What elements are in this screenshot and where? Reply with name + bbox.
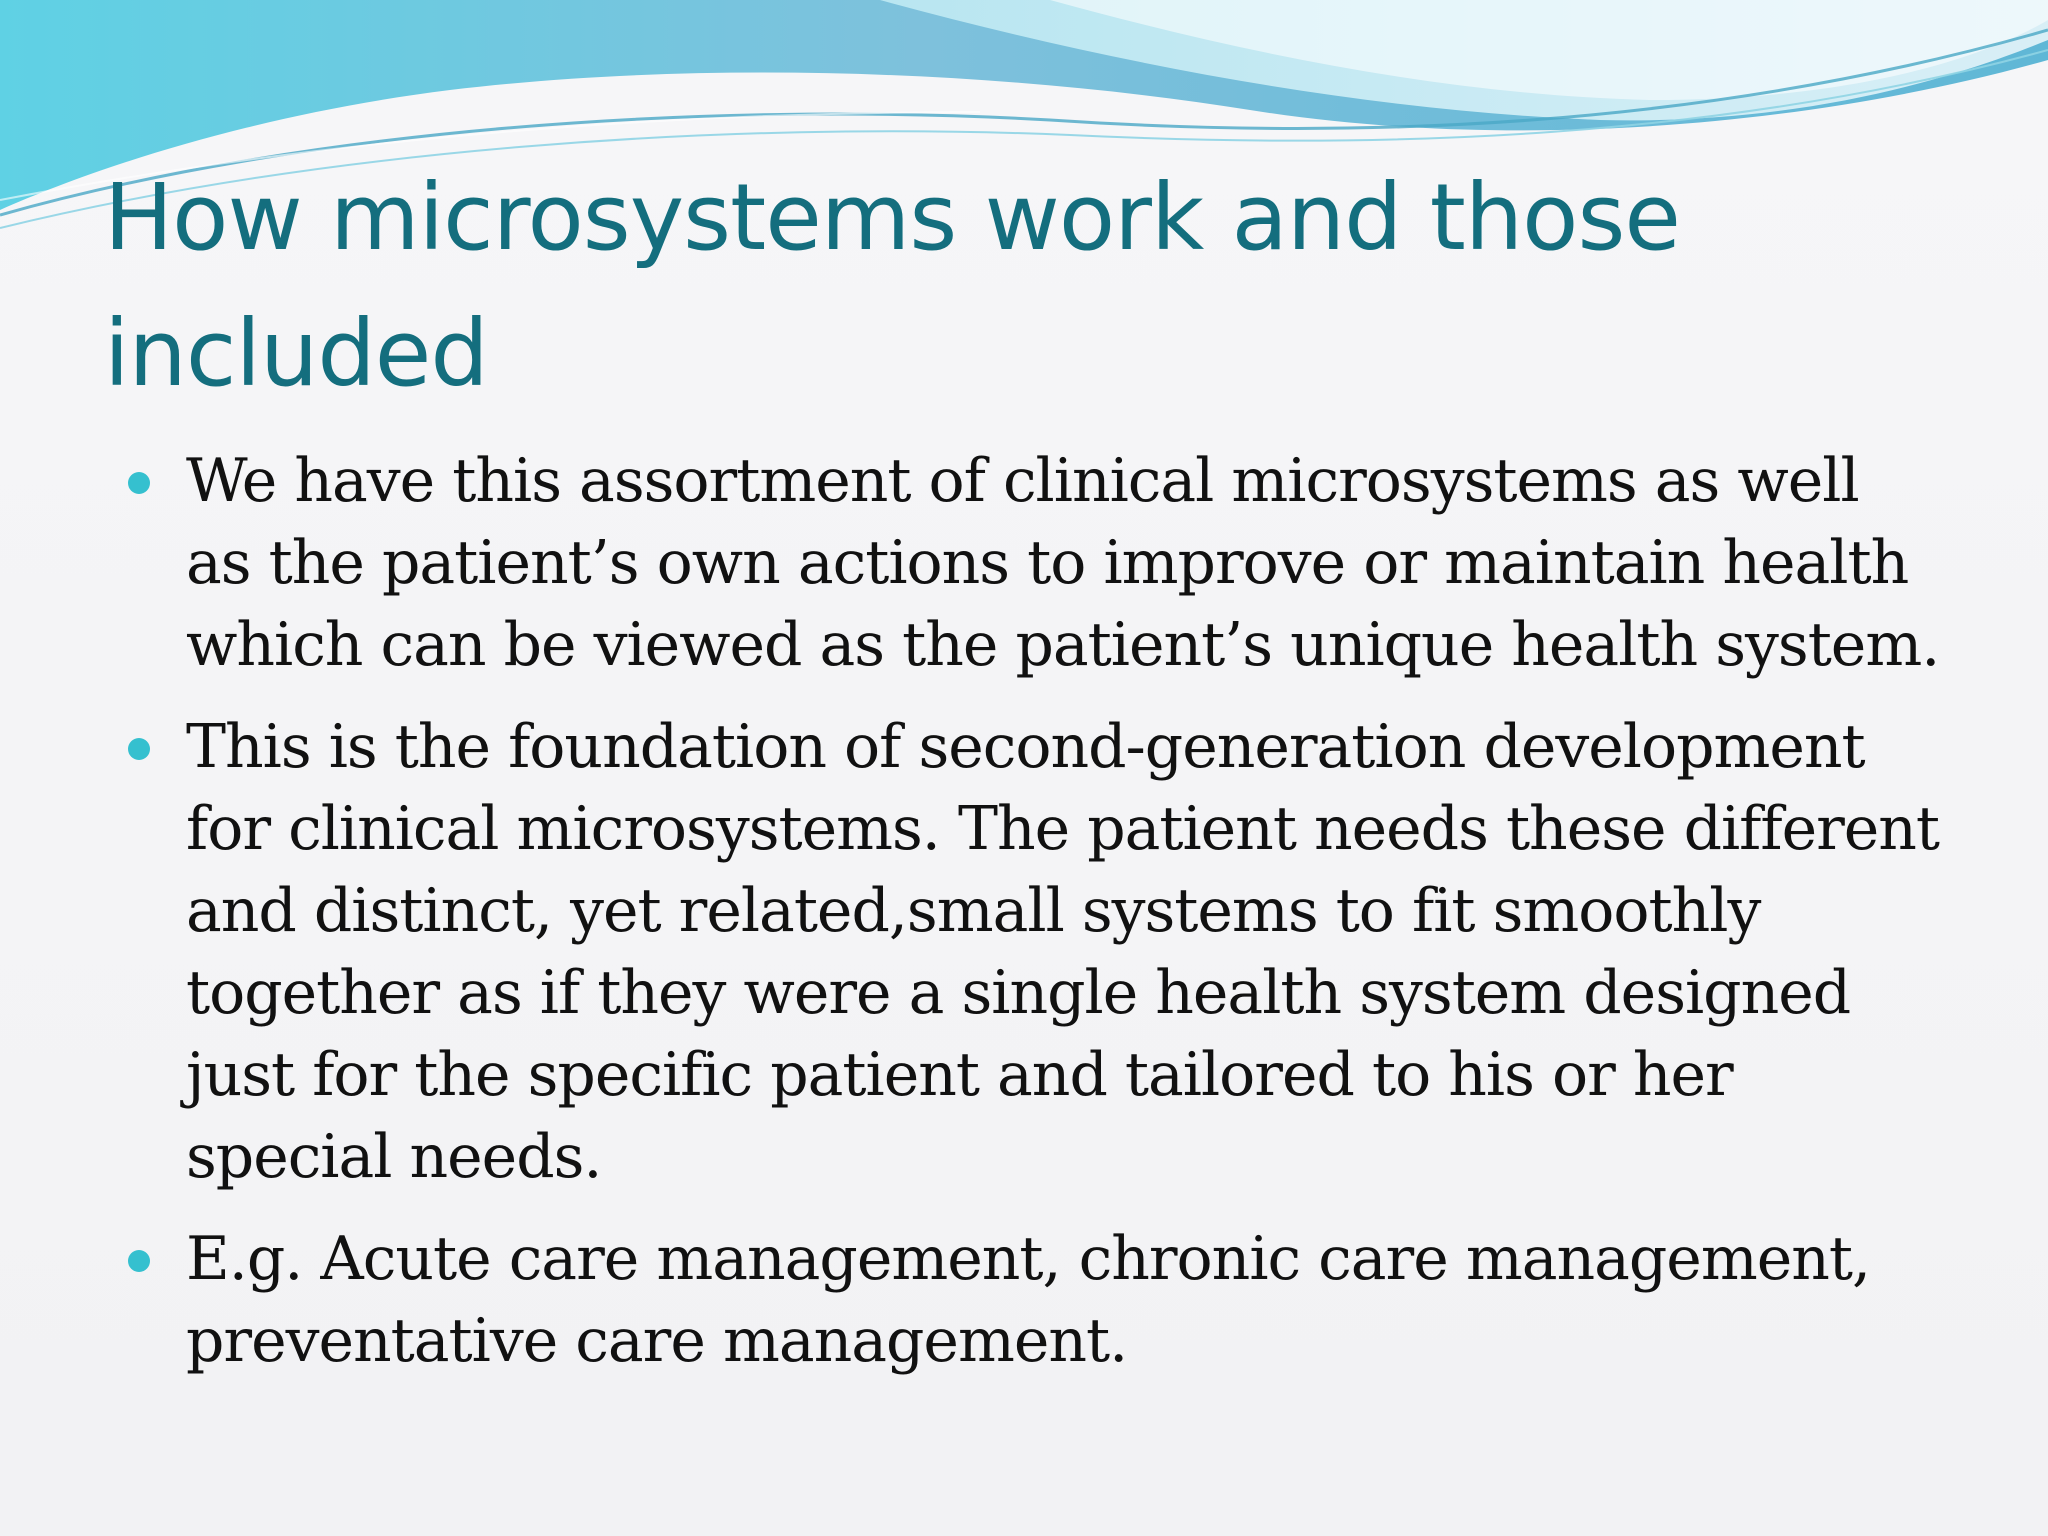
bullet-dot-icon	[128, 738, 150, 760]
slide-title: How microsystems work and those included	[104, 164, 1680, 407]
bullet-text: This is the foundation of second-generation development for clinical microsystems. The patient needs these different and distinct, yet related,small systems to fit smoothly together as if they were a single health system designed just for the specific patient and tailored to his or her special needs.	[186, 712, 1940, 1192]
bullet-dot-icon	[128, 472, 150, 494]
bullet-dot-icon	[128, 1250, 150, 1272]
bullet-text: E.g. Acute care management, chronic care management, preventative care management.	[186, 1224, 1871, 1376]
bullet-text: We have this assortment of clinical microsystems as well as the patient’s own actions to improve or maintain health which can be viewed as the patient’s unique health system.	[186, 446, 1940, 680]
bullet-item	[120, 440, 1940, 686]
bullet-list	[120, 440, 1940, 1402]
bullet-item	[120, 1218, 1940, 1382]
bullet-item	[120, 706, 1940, 1198]
